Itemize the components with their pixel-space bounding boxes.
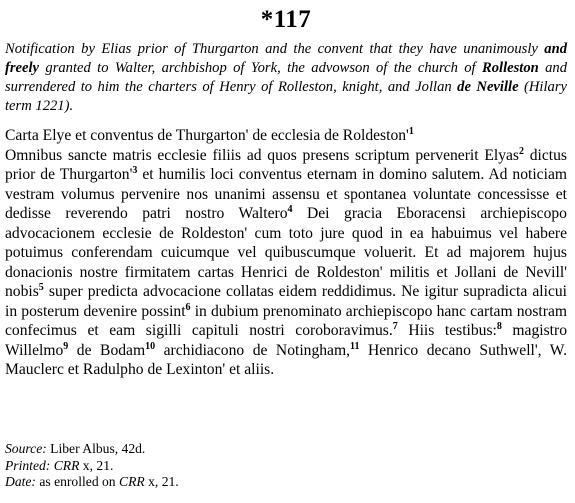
source-label: Source: [5,441,47,456]
date-abbrev: CRR [119,474,145,489]
document-page [5,6,567,380]
summary-person-name: de Neville [457,79,519,95]
charter-text: Dei gracia Eboracensi archiepiscopo advocacionem ecclesie de Roldeston' cum toto jure quod in ea habuimus vel habere potuimus conferendam cuicumque vel quibuscumque voluerit. Et ad majorem hujus donacionis nostre firmitatem cartas Henrici de Roldeston' militis et Jollani de Nevill' nobis [5,205,567,300]
charter-body [5,146,567,380]
date-value: x, 21. [144,474,179,489]
charter-text: magistro Willelmo [5,322,567,359]
footnote-ref: 3 [132,164,138,176]
charter-text: et humilis loci conventus eternam in domino salutem. Ad noticiam vestram volumus pervenire nos unanimi assensu et spontanea voluntate concessisse et dedisse reverendo patri nostro Waltero [5,166,567,222]
summary-text: granted to Walter, archbishop of York, the advowson of the church of [39,60,482,76]
summary-text: Notification by Elias prior of Thurgarton and the convent that they have unanimously [5,41,545,57]
footnote-ref: 11 [350,340,360,352]
charter-title [5,126,567,146]
source-line [5,441,179,458]
footnote-ref: 10 [145,340,156,352]
summary-place-name: Rolleston [481,60,539,76]
charter-text: in dubium prenominato archiepiscopo hanc cartam nostram confecimus et eam sigilli capituli nostri coroboravimus. [5,302,567,339]
charter-title-text: Carta Elye et conventus de Thurgarton' de ecclesia de Roldeston' [5,127,409,144]
footnote-ref: 5 [38,281,44,293]
charter-text: Hiis testibus: [397,322,497,339]
source-value: Liber Albus, 42d. [46,441,146,456]
footnote-ref: 4 [287,203,293,215]
charter-text: Henrico decano Suthwell', W. Mauclerc et Radulpho de Lexinton' et aliis. [5,341,567,378]
charter-text: archidiacono de Notingham, [155,341,350,359]
footnote-ref: 7 [392,320,398,332]
document-number: *117 [260,6,312,33]
summary-date: (Hilary term 1221). [5,79,567,114]
document-summary [5,40,567,116]
date-label: Date: [5,474,36,489]
printed-label: Printed: [5,457,51,473]
footnote-ref: 6 [185,301,191,313]
charter-text: dictus prior de Thurgarton' [5,146,567,183]
charter-text: super predicta advocacione collatas eidem reddidimus. Ne igitur supradicta alicui in posterum devenire possint [5,283,567,320]
source-notes [5,441,179,491]
charter-text: de Bodam [68,341,146,359]
date-prefix: as enrolled on [35,474,120,489]
footnote-ref: 8 [496,320,502,332]
printed-line [5,458,179,475]
footnote-ref: 2 [518,145,524,157]
summary-text: and surrendered to him the charters of Henry of Rolleston, knight, and Jollan [5,60,568,95]
date-line [5,474,179,491]
footnote-ref: 1 [408,125,414,137]
printed-abbrev: CRR [53,457,80,473]
footnote-ref: 9 [63,340,69,352]
charter-text: Omnibus sancte matris ecclesie filiis ad quos presens scriptum pervenerit Elyas [5,146,519,164]
printed-value: x, 21. [79,457,114,473]
summary-emphasis: and freely [5,41,567,76]
